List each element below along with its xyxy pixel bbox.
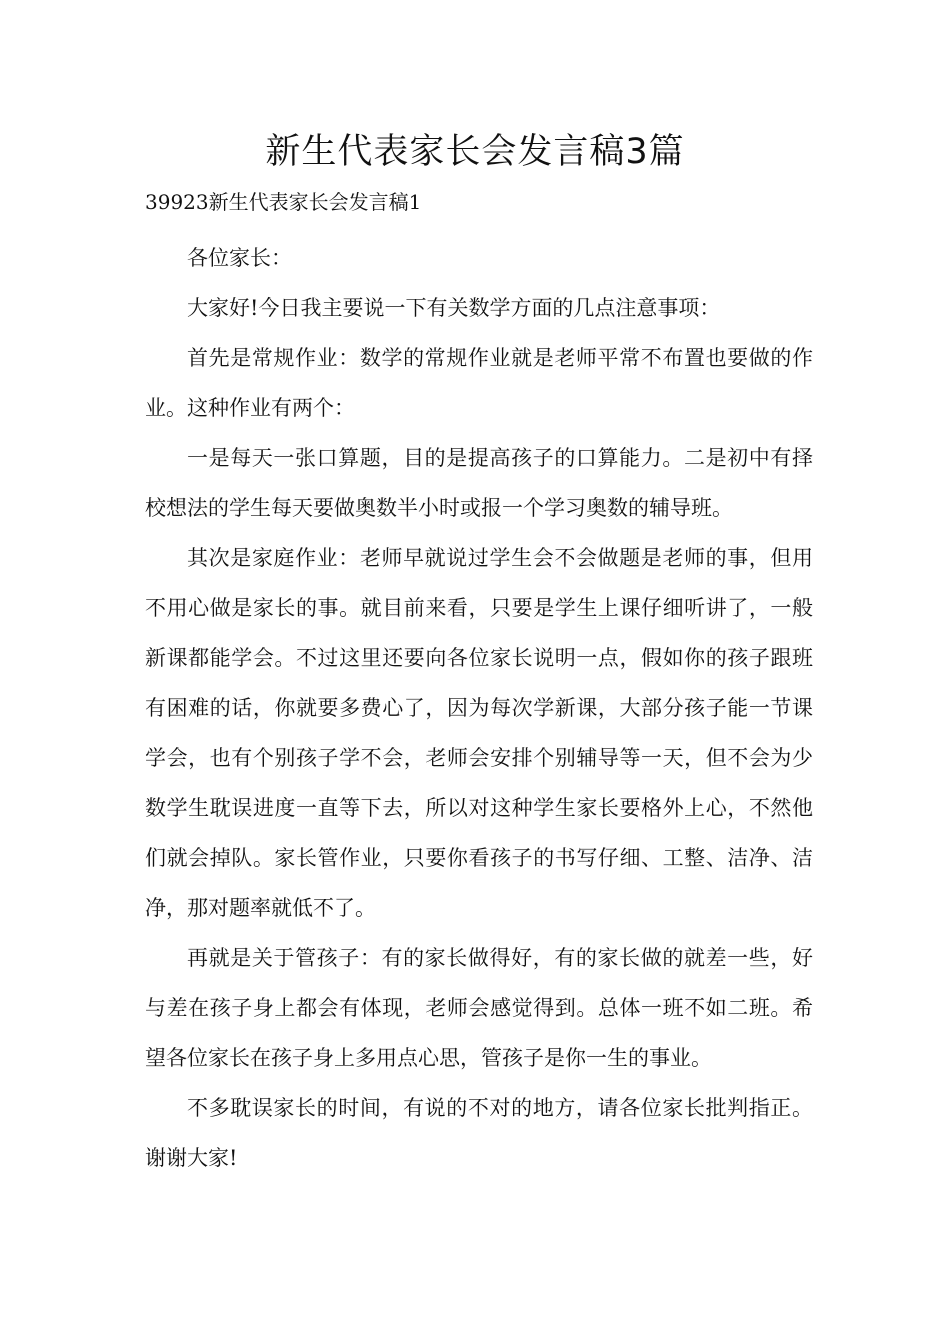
document-title: 新生代表家长会发言稿3篇: [265, 132, 685, 172]
paragraph-homework-items: 一是每天一张口算题，目的是提高孩子的口算能力。二是初中有择校想法的学生每天要做奥数半小时或报一个学习奥数的辅导班。: [145, 446, 813, 520]
document-body: [145, 233, 813, 1183]
paragraph-closing: 不多耽误家长的时间，有说的不对的地方，请各位家长批判指正。谢谢大家!: [145, 1096, 813, 1170]
paragraph-family-homework: 其次是家庭作业：老师早就说过学生会不会做题是老师的事，但用不用心做是家长的事。就目前来看，只要是学生上课仔细听讲了，一般新课都能学会。不过这里还要向各位家长说明一点，假如你的孩子跟班有困难的话，你就要多费心了，因为每次学新课，大部分孩子能一节课学会，也有个别孩子学不会，老师会安排个别辅导等一天，但不会为少数学生耽误进度一直等下去，所以对这种学生家长要格外上心，不然他们就会掉队。家长管作业，只要你看孩子的书写仔细、工整、洁净、洁净，那对题率就低不了。: [145, 546, 813, 920]
paragraph-managing-children: 再就是关于管孩子：有的家长做得好，有的家长做的就差一些，好与差在孩子身上都会有体现，老师会感觉得到。总体一班不如二班。希望各位家长在孩子身上多用点心思，管孩子是你一生的事业。: [145, 946, 813, 1070]
paragraph-greeting: 大家好!今日我主要说一下有关数学方面的几点注意事项：: [187, 296, 721, 320]
paragraph-salutation: 各位家长：: [187, 246, 292, 270]
document-subtitle: 39923新生代表家长会发言稿1: [145, 190, 422, 214]
paragraph-routine-homework: 首先是常规作业：数学的常规作业就是老师平常不布置也要做的作业。这种作业有两个：: [145, 346, 813, 420]
